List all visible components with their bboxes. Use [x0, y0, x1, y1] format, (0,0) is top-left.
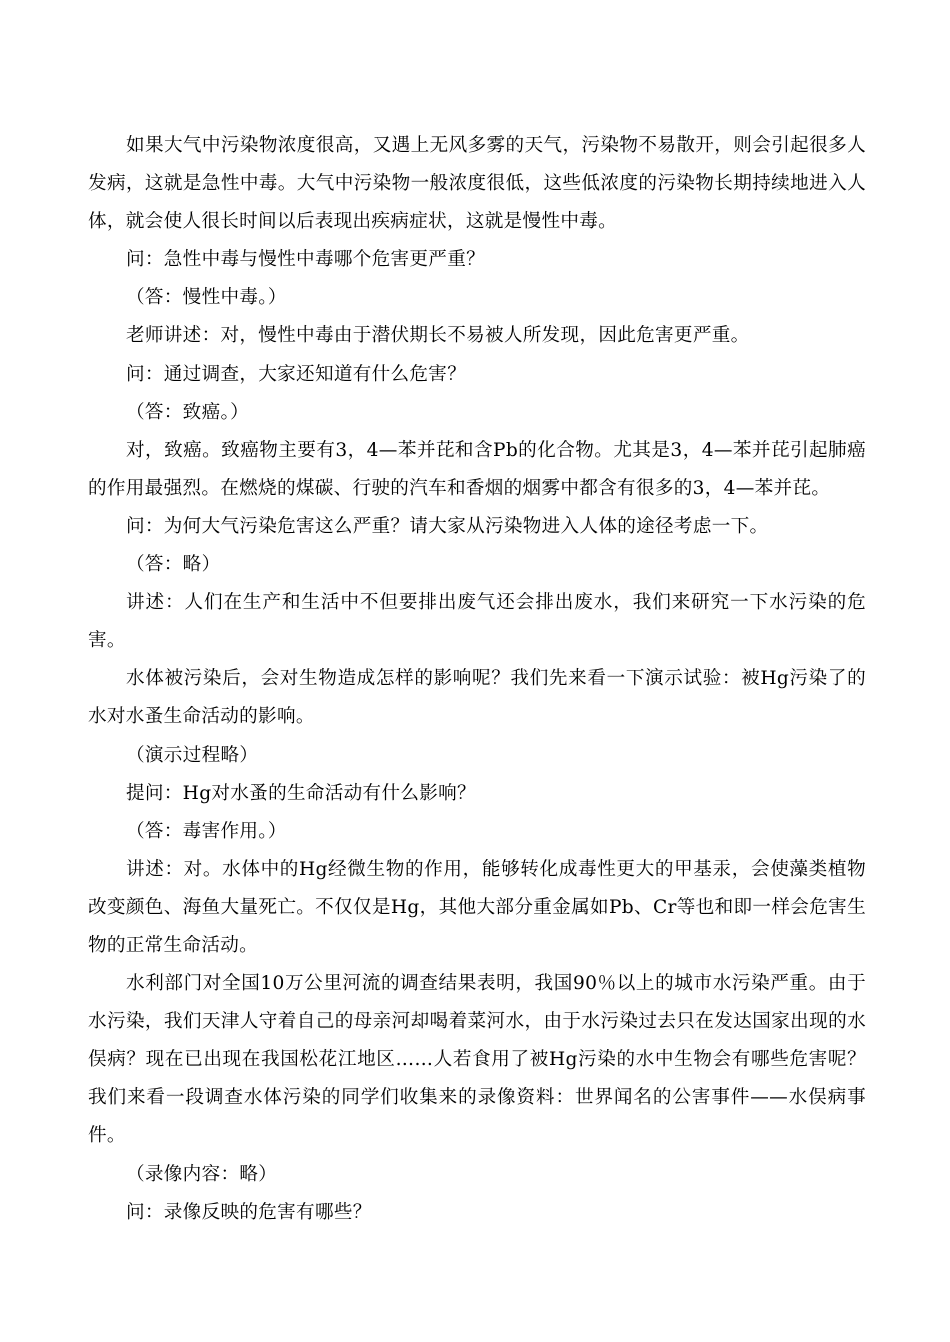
paragraph-acute-chronic: 如果大气中污染物浓度很高，又遇上无风多雾的天气，污染物不易散开，则会引起很多人发病，这就是急性中毒。大气中污染物一般浓度很低，这些低浓度的污染物长期持续地进入人体，就会使人很长时间以后表现出疾病症状，这就是慢性中毒。 [88, 135, 866, 233]
question-other-harms: 问：通过调查，大家还知道有什么危害？ [126, 363, 467, 385]
paragraph-demo-experiment: 水体被污染后，会对生物造成怎样的影响呢？我们先来看一下演示试验：被Hg污染了的水对水蚤生命活动的影响。 [88, 668, 866, 728]
paragraph-river-survey: 水利部门对全国10万公里河流的调查结果表明，我国90％以上的城市水污染严重。由于水污染，我们天津人守着自己的母亲河却喝着菜河水，由于水污染过去只在发达国家出现的水俣病？现在已出现在我国松花江地区……人若食用了被Hg污染的水中生物会有哪些危害呢？我们来看一段调查水体污染的同学们收集来的录像资料：世界闻名的公害事件——水俣病事件。 [88, 973, 866, 1147]
answer-toxic: （答：毒害作用。） [126, 820, 287, 842]
demo-omitted: （演示过程略） [126, 744, 259, 766]
video-omitted: （录像内容：略） [126, 1163, 278, 1185]
question-which-worse: 问：急性中毒与慢性中毒哪个危害更严重？ [126, 249, 485, 271]
question-video-harms: 问：录像反映的危害有哪些？ [126, 1201, 372, 1223]
paragraph-heavy-metals: 讲述：对。水体中的Hg经微生物的作用，能够转化成毒性更大的甲基汞，会使藻类植物改变颜色、海鱼大量死亡。不仅仅是Hg，其他大部分重金属如Pb、Cr等也和即一样会危害生物的正常生命活动。 [88, 858, 866, 956]
paragraph-wastewater: 讲述：人们在生产和生活中不但要排出废气还会排出废水，我们来研究一下水污染的危害。 [88, 592, 866, 652]
question-why-serious: 问：为何大气污染危害这么严重？请大家从污染物进入人体的途径考虑一下。 [126, 515, 769, 537]
document-body [88, 127, 866, 1232]
answer-carcinogenic: （答：致癌。） [126, 401, 249, 423]
answer-omitted: （答：略） [126, 554, 221, 576]
paragraph-carcinogens: 对，致癌。致癌物主要有3，4—苯并芘和含Pb的化合物。尤其是3，4—苯并芘引起肺癌的作用最强烈。在燃烧的煤碳、行驶的汽车和香烟的烟雾中都含有很多的3，4—苯并芘。 [88, 439, 866, 499]
answer-chronic: （答：慢性中毒。） [126, 287, 287, 309]
teacher-explanation: 老师讲述：对，慢性中毒由于潜伏期长不易被人所发现，因此危害更严重。 [126, 325, 750, 347]
question-hg-effect: 提问：Hg对水蚤的生命活动有什么影响？ [126, 782, 476, 804]
